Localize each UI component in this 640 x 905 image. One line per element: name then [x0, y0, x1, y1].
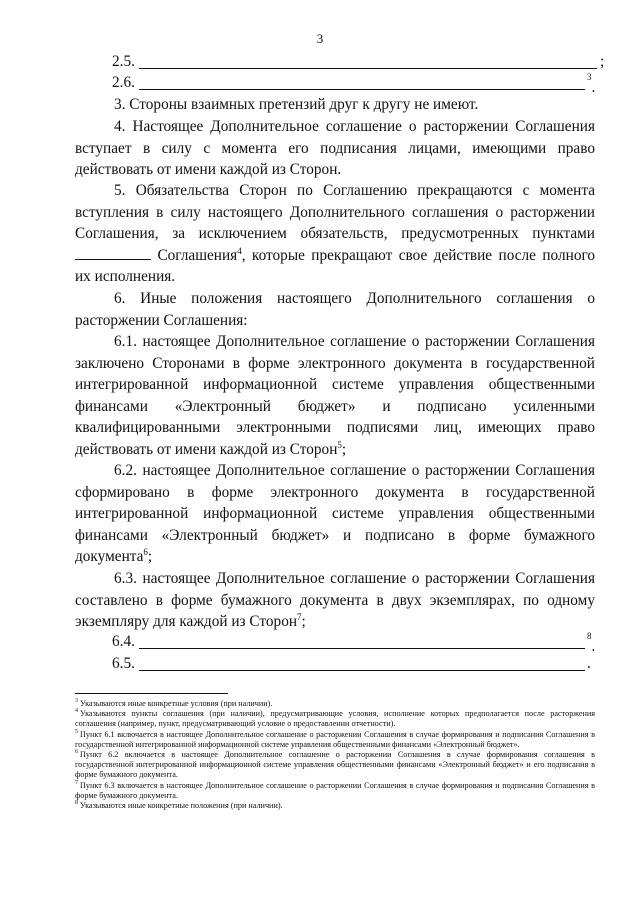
paragraph-text: Соглашения — [157, 246, 238, 264]
paragraph-text: 6.1. настоящее Дополнительное соглашение о расторжении Соглашения заключено Сторонами в форме электронного документа в государственной интегрированной информационной системе управления общественными финансами «Электронный бюджет» и подписано усиленными квалифицированными электронными подписями лиц, имеющих право действовать от имени каждой из Сторон — [75, 333, 595, 458]
paragraph-text: ; — [301, 613, 306, 630]
footnote-text: Пункт 6.2 включается в настоящее Дополнительное соглашение о расторжении Соглашения в случае формирования соглашения в государственной интегрированной информационной системе управления общественными финансами «Электронный бюджет» и его подписания в форме бумажного документа. — [75, 750, 595, 780]
footnote-number: 5 — [75, 728, 78, 735]
footnote-ref: 8 — [587, 631, 592, 641]
footnote-ref: 4 — [237, 245, 242, 256]
footnote-text: Указываются иные конкретные положения (при наличии). — [80, 801, 283, 811]
item-6-4-blank — [112, 631, 604, 656]
paragraph-6-1 — [75, 331, 595, 460]
item-2-5-blank — [112, 52, 604, 72]
footnote — [75, 801, 595, 811]
item-end-punct: . — [587, 655, 591, 672]
paragraph-text: ; — [147, 548, 153, 565]
fill-in-line — [139, 648, 585, 649]
footnote-ref: 3 — [587, 72, 592, 82]
footnote — [75, 781, 595, 801]
item-end-punct: . — [591, 79, 596, 97]
item-number: 2.5. — [112, 53, 135, 70]
paragraph-text: 6.2. настоящее Дополнительное соглашение о расторжении Соглашения сформировано в форме электронного документа в государственной интегрированной информационной системе управления общественными финансами «Электронный бюджет» и подписано в форме бумажного документа — [75, 462, 595, 565]
footnote-ref: 5 — [337, 439, 342, 450]
fill-in-line — [139, 670, 585, 671]
paragraph-text: , которые прекращают свое действие после полного их исполнения. — [75, 246, 596, 285]
footnote — [75, 750, 595, 781]
footnote-text: Указываются иные конкретные условия (при наличии). — [80, 699, 273, 708]
paragraph-3 — [75, 94, 595, 116]
footnote — [75, 730, 595, 750]
fill-in-gap — [75, 245, 151, 260]
fill-in-line — [139, 68, 597, 69]
page-number: 3 — [316, 31, 324, 46]
footnote-text: Пункт 6.3 включается в настоящее Дополнительное соглашение о расторжении Соглашения в случае формирования и подписания Соглашения в форме бумажного документа. — [75, 780, 595, 800]
footnote-number: 3 — [75, 698, 78, 705]
footnote-ref: 6 — [143, 546, 148, 557]
paragraph-text: 6.3. настоящее Дополнительное соглашение о расторжении Соглашения составлено в форме бумажного документа в двух экземплярах, по одному экземпляру для каждой из Сторон — [75, 570, 595, 630]
paragraph-6-3 — [75, 568, 595, 633]
paragraph-6 — [75, 288, 595, 331]
paragraph-5 — [75, 180, 595, 288]
paragraph-4 — [75, 116, 595, 181]
footnote-number: 6 — [75, 749, 78, 756]
paragraph-text: 5. Обязательства Сторон по Соглашению прекращаются с момента вступления в силу настоящего Дополнительного соглашения о расторжении Соглашения, за исключением обязательств, предусмотренных пунктами — [75, 182, 595, 242]
footnote-text: Пункт 6.1 включается в настоящее Дополнительное соглашение о расторжении Соглашения в случае формирования и подписания Соглашения в государственной интегрированной информационной системе управления общественными финансами «Электронный бюджет». — [75, 729, 595, 749]
paragraph-text: 3. Стороны взаимных претензий друг к другу не имеют. — [114, 96, 479, 113]
item-2-6-blank — [112, 72, 604, 97]
item-6-5-blank — [112, 654, 604, 674]
item-number: 6.5. — [112, 655, 135, 672]
item-end-punct: ; — [600, 53, 605, 70]
paragraph-text: 6. Иные положения настоящего Дополнительного соглашения о расторжении Соглашения: — [75, 290, 595, 329]
footnote — [75, 699, 595, 709]
paragraph-text: ; — [341, 440, 347, 458]
fill-in-line — [139, 89, 585, 90]
footnote — [75, 709, 595, 729]
footnote-ref: 7 — [297, 611, 302, 622]
item-number: 2.6. — [112, 74, 135, 91]
footnote-number: 4 — [75, 708, 78, 715]
paragraph-6-2 — [75, 460, 595, 568]
footnote-number: 7 — [75, 779, 78, 786]
footnote-number: 8 — [75, 800, 78, 807]
footnote-text: Указываются пункты соглашения (при наличии), предусматривающие условия, исполнение которых предполагается после расторжения соглашения (например, пункт, предусматривающий условие о предоставлении отчетности). — [75, 709, 595, 729]
footnotes — [75, 699, 595, 811]
item-end-punct: . — [591, 638, 596, 656]
paragraph-text: 4. Настоящее Дополнительное соглашение о расторжении Соглашения вступает в силу с момента его подписания лицами, имеющими право действовать от имени каждой из Сторон. — [75, 118, 595, 178]
footnote-separator — [75, 693, 228, 694]
item-number: 6.4. — [112, 633, 135, 650]
